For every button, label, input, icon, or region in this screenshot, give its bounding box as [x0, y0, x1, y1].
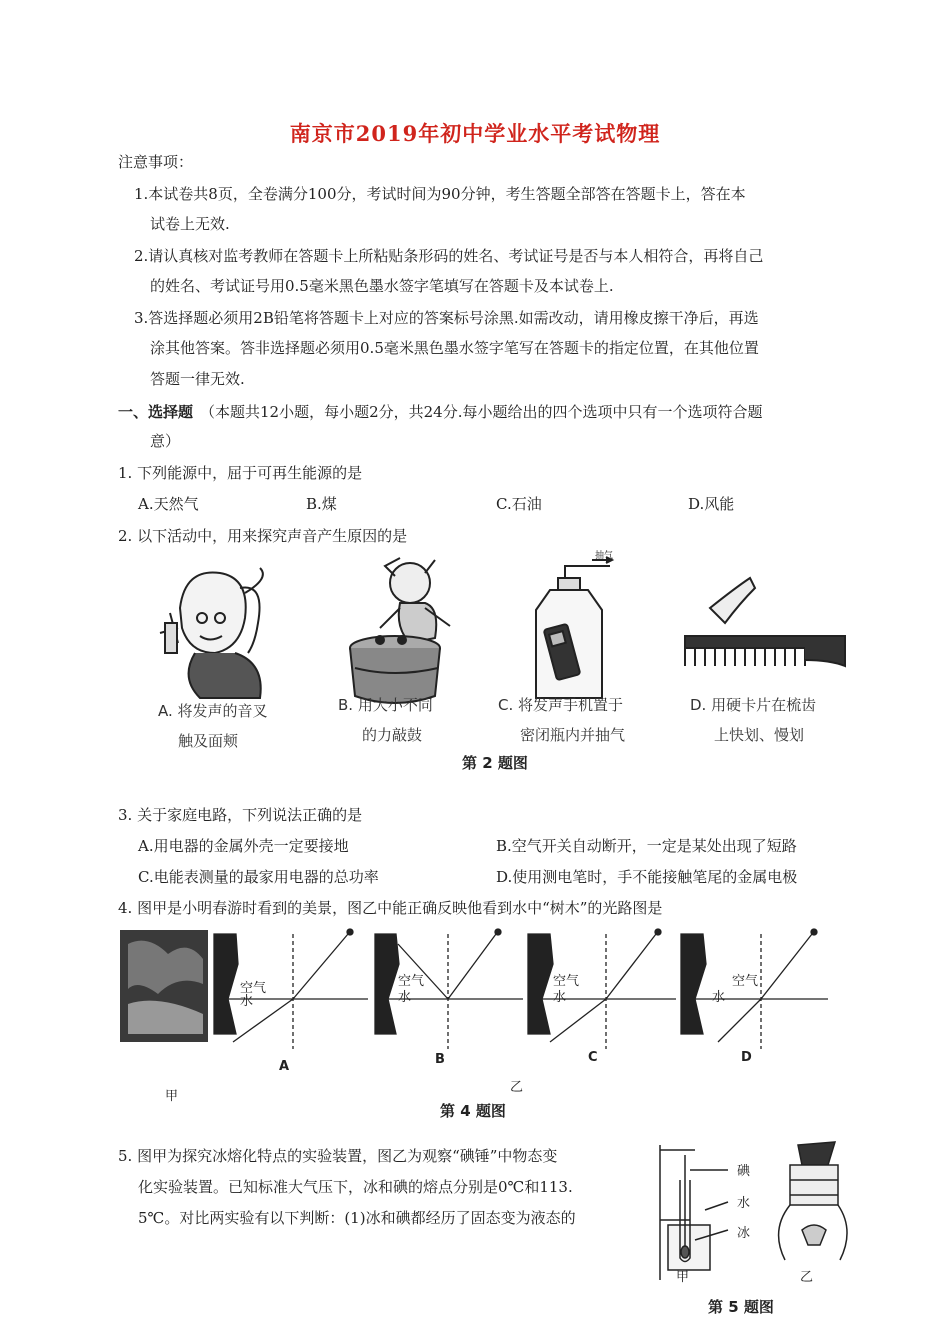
q3-option-c: C.电能表测量的最家用电器的总功率 [138, 868, 379, 886]
q4-panel-label-a: A [279, 1059, 290, 1074]
q2-caption-c-line-2: 密闭瓶内并抽气 [520, 726, 626, 744]
q2-caption-d-line-2: 上快划、慢划 [714, 726, 805, 744]
q5-jia-label: 甲 [676, 1270, 690, 1285]
q5-iodine-label: 碘 [737, 1164, 751, 1179]
q4-water-label-a: 水 [240, 994, 254, 1009]
q2-caption-d-line-1: D. 用硬卡片在梳齿 [690, 696, 817, 714]
phone-bottle-illustration [536, 557, 612, 698]
pump-label: 抽气 [595, 551, 614, 561]
q4-water-label-c: 水 [553, 990, 567, 1005]
q4-stem: 4. 图甲是小明春游时看到的美景，图乙中能正确反映他看到水中“树木”的光路图是 [118, 899, 663, 917]
q5-line-2: 化实验装置。已知标准大气压下，冰和碘的熔点分别是0℃和113. [138, 1178, 573, 1196]
q4-air-label-b: 空气 [398, 974, 425, 989]
q1-stem: 1. 下列能源中，屈于可再生能源的是 [118, 464, 363, 482]
page-title: 南京市2019年初中学业水平考试物理 [289, 121, 661, 146]
q4-air-label-d: 空气 [732, 974, 759, 989]
girl-tuning-fork-illustration [160, 568, 263, 698]
q1-option-b: B.煤 [306, 495, 337, 513]
q5-figure-caption: 第 5 题图 [708, 1298, 774, 1316]
notice-item-3-line-3: 答题一律无效. [150, 370, 245, 388]
q2-stem: 2. 以下活动中，用来探究声音产生原因的是 [118, 527, 408, 545]
q4-jia-label: 甲 [165, 1089, 179, 1104]
q2-caption-b-line-2: 的力敲鼓 [362, 726, 423, 744]
q2-caption-a-line-2: 触及面颊 [178, 732, 239, 750]
q4-yi-label: 乙 [510, 1080, 524, 1095]
q5-line-1: 5. 图甲为探究冰熔化特点的实验装置，图乙为观察“碘锤”中物态变 [118, 1147, 558, 1165]
q1-option-d: D.风能 [688, 495, 735, 513]
q5-line-3: 5℃。对比两实验有以下判断：(1)冰和碘都经历了固态变为液态的 [138, 1209, 576, 1227]
q3-option-a: A.用电器的金属外壳一定要接地 [138, 837, 349, 855]
ice-melting-apparatus [660, 1145, 728, 1280]
section-label: 一、选择题 [118, 403, 194, 421]
notice-item-3-line-1: 3.答选择题必须用2B铅笔将答题卡上对应的答案标号涂黑.如需改动，请用橡皮擦干净后，再选 [134, 309, 759, 327]
q2-caption-b-line-1: B. 用大小不同 [338, 696, 433, 714]
q2-caption-c-line-1: C. 将发声手机置于 [498, 696, 624, 714]
q5-water-label: 水 [737, 1196, 751, 1211]
q1-option-c: C.石油 [496, 495, 542, 513]
iodine-hammer-apparatus [779, 1142, 847, 1260]
ray-diagram-a [214, 929, 368, 1049]
notice-heading: 注意事项： [118, 153, 194, 171]
q4-water-label-b: 水 [398, 990, 412, 1005]
q3-option-d: D.使用测电笔时，手不能接触笔尾的金属电极 [496, 868, 798, 886]
q3-option-b: B.空气开关自动断开，一定是某处出现了短路 [496, 837, 797, 855]
comb-card-illustration [685, 578, 845, 666]
q3-stem: 3. 关于家庭电路，下列说法正确的是 [118, 806, 363, 824]
ray-diagram-d [681, 929, 828, 1049]
q2-figure-caption: 第 2 题图 [462, 754, 528, 772]
q4-air-label-a: 空气 [240, 981, 267, 996]
q4-panel-label-b: B [435, 1052, 445, 1067]
q4-panel-label-c: C [588, 1050, 598, 1065]
q5-yi-label: 乙 [800, 1270, 814, 1285]
section-desc-line-2: 意） [150, 432, 181, 450]
ray-diagram-c [528, 929, 676, 1049]
notice-item-2-line-2: 的姓名、考试证号用0.5毫米黑色墨水签字笔填写在答题卡及本试卷上. [150, 277, 614, 295]
q4-water-label-d: 水 [712, 990, 726, 1005]
q5-ice-label: 冰 [737, 1226, 751, 1241]
notice-item-1-line-1: 1.本试卷共8页，全卷满分100分，考试时间为90分钟，考生答题全部答在答题卡上，答在本 [134, 185, 746, 203]
q4-panel-label-d: D [741, 1050, 752, 1065]
notice-item-2-line-1: 2.请认真核对监考教师在答题卡上所粘贴条形码的姓名、考试证号是否与本人相符合，再将自己 [134, 247, 764, 265]
notice-item-1-line-2: 试卷上无效. [150, 215, 230, 233]
boy-drum-illustration [350, 558, 450, 703]
q4-air-label-c: 空气 [553, 974, 580, 989]
q1-option-a: A.天然气 [138, 495, 199, 513]
section-desc-line-1: （本题共12小题，每小题2分，共24分.每小题给出的四个选项中只有一个选项符合题 [200, 403, 763, 421]
notice-item-3-line-2: 涂其他答案。答非选择题必须用0.5毫米黑色墨水签字笔写在答题卡的指定位置，在其他位置 [150, 339, 759, 357]
q2-caption-a-line-1: A. 将发声的音叉 [158, 702, 268, 720]
q4-figure-caption: 第 4 题图 [440, 1102, 506, 1120]
